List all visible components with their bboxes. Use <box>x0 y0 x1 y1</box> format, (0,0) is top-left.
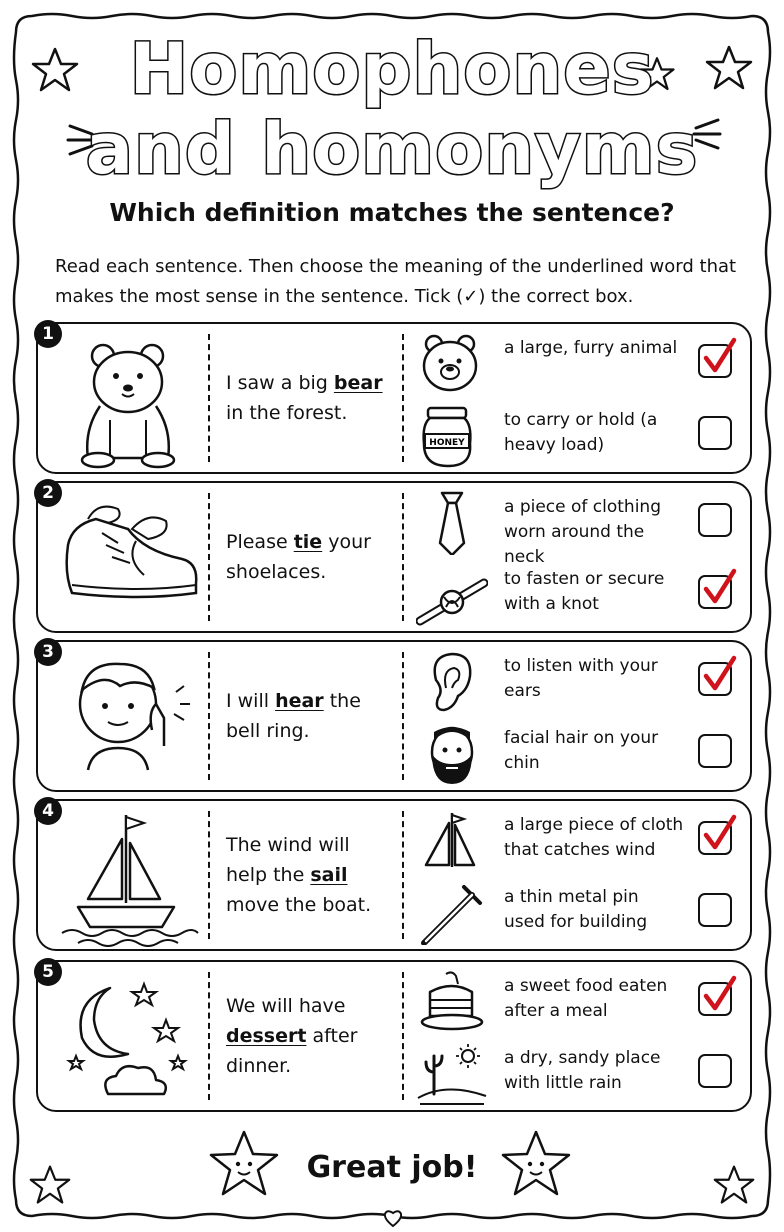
check-mark-icon <box>698 813 740 859</box>
column-divider <box>208 972 210 1100</box>
subtitle: Which definition matches the sentence? <box>109 198 675 227</box>
question-row-5 <box>36 960 752 1112</box>
question-row-3 <box>36 640 752 792</box>
nail-icon <box>416 881 488 945</box>
column-divider <box>402 811 404 939</box>
question-number: 4 <box>34 797 62 825</box>
child-listening-icon <box>48 648 203 788</box>
column-divider <box>208 493 210 621</box>
necktie-icon <box>416 491 488 555</box>
column-divider <box>208 334 210 462</box>
underlined-word: bear <box>333 372 383 394</box>
rope-knot-icon <box>416 563 488 627</box>
instructions-line1: Read each sentence. Then choose the meaning of the underlined word that <box>55 256 737 277</box>
option-text: to fasten or secure with a knot <box>504 569 665 614</box>
star-icon <box>712 1164 756 1206</box>
sentence: I will hear the bell ring. <box>226 690 361 742</box>
column-divider <box>208 811 210 939</box>
check-mark-icon <box>698 567 740 613</box>
column-divider <box>402 652 404 780</box>
option-text: a sweet food eaten after a meal <box>504 976 668 1021</box>
check-mark-icon <box>698 336 740 382</box>
answer-checkbox[interactable] <box>698 734 732 768</box>
underlined-word: hear <box>275 690 324 712</box>
option-text: to listen with your ears <box>504 656 658 701</box>
answer-checkbox[interactable] <box>698 575 732 609</box>
column-divider <box>208 652 210 780</box>
answer-checkbox[interactable] <box>698 662 732 696</box>
answer-checkbox[interactable] <box>698 503 732 537</box>
sail-icon <box>416 809 488 873</box>
underlined-word: tie <box>293 531 323 553</box>
check-mark-icon <box>698 974 740 1020</box>
desert-cactus-icon <box>416 1042 488 1106</box>
question-number: 3 <box>34 638 62 666</box>
option-text: a large, furry animal <box>504 338 678 358</box>
option-3b <box>416 720 746 788</box>
cake-icon <box>416 970 488 1034</box>
option-text: a large piece of cloth that catches wind <box>504 815 684 860</box>
question-row-1 <box>36 322 752 474</box>
underlined-word: sail <box>310 864 348 886</box>
sentence: Please tie your shoelaces. <box>226 531 371 583</box>
sneaker-icon <box>48 489 203 629</box>
option-text: a thin metal pin used for building <box>504 887 648 932</box>
column-divider <box>402 972 404 1100</box>
underlined-word: dessert <box>226 1025 307 1047</box>
option-text: to carry or hold (a heavy load) <box>504 410 658 455</box>
bear-icon <box>48 330 203 470</box>
page-title-line2: and homonyms <box>85 108 699 190</box>
answer-checkbox[interactable] <box>698 821 732 855</box>
question-number: 1 <box>34 320 62 348</box>
question-row-4 <box>36 799 752 951</box>
question-row-2 <box>36 481 752 633</box>
ear-icon <box>416 650 488 714</box>
option-5b <box>416 1040 746 1108</box>
bearded-man-icon <box>416 722 488 786</box>
question-number: 5 <box>34 958 62 986</box>
sentence: I saw a big bear in the forest. <box>226 372 383 424</box>
answer-checkbox[interactable] <box>698 1054 732 1088</box>
answer-checkbox[interactable] <box>698 416 732 450</box>
honey-jar-icon <box>416 404 488 468</box>
svg-text:HONEY: HONEY <box>429 438 465 448</box>
column-divider <box>402 334 404 462</box>
column-divider <box>402 493 404 621</box>
option-text: a dry, sandy place with little rain <box>504 1048 661 1093</box>
answer-checkbox[interactable] <box>698 344 732 378</box>
question-number: 2 <box>34 479 62 507</box>
option-5a <box>416 968 746 1036</box>
bear-face-icon <box>416 332 488 396</box>
answer-checkbox[interactable] <box>698 893 732 927</box>
sentence: The wind will help the sail move the boat. <box>226 834 372 916</box>
smiling-star-icon <box>498 1128 574 1200</box>
option-text: facial hair on your chin <box>504 728 659 773</box>
moon-stars-icon <box>48 968 203 1108</box>
option-4a <box>416 807 746 875</box>
option-2b <box>416 561 746 629</box>
option-text: a piece of clothing worn around the neck <box>504 497 661 567</box>
heart-icon <box>382 1208 404 1228</box>
answer-checkbox[interactable] <box>698 982 732 1016</box>
instructions-line2: makes the most sense in the sentence. Tick (✓) the correct box. <box>55 286 634 307</box>
sailboat-icon <box>48 807 203 947</box>
option-1b <box>416 402 746 470</box>
footer-message: Great job! <box>306 1150 478 1185</box>
option-2a <box>416 489 746 567</box>
option-1a <box>416 330 746 398</box>
page-title-line1: Homophones <box>129 28 655 110</box>
option-4b <box>416 879 746 947</box>
star-icon <box>28 1164 72 1206</box>
sentence: We will have dessert after dinner. <box>226 995 358 1077</box>
option-3a <box>416 648 746 716</box>
check-mark-icon <box>698 654 740 700</box>
